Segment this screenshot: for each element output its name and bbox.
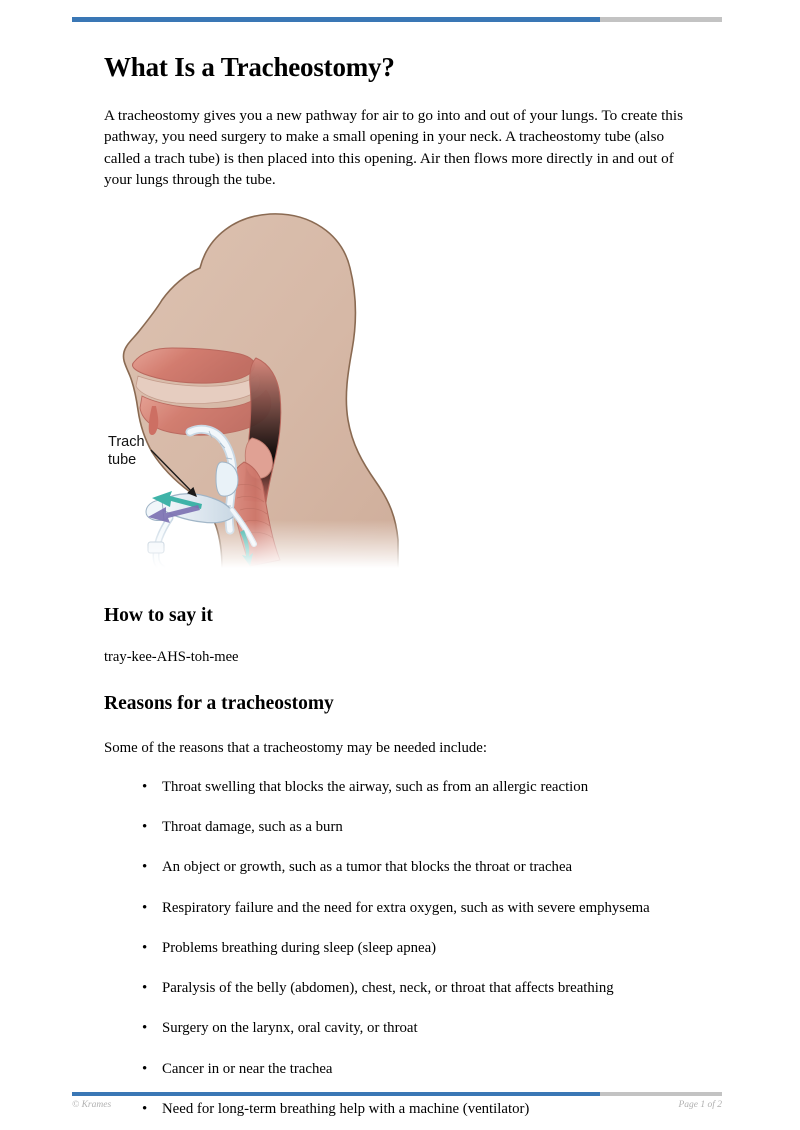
figure-label-line1: Trach	[108, 434, 145, 450]
list-item-text: Need for long-term breathing help with a machine (ventilator)	[162, 1100, 530, 1117]
bullet-icon: •	[142, 859, 148, 876]
list-item	[142, 818, 696, 837]
list-item-text: Respiratory failure and the need for extra oxygen, such as with severe emphysema	[162, 899, 650, 916]
bullet-icon: •	[142, 1100, 148, 1117]
page-title: What Is a Tracheostomy?	[104, 52, 395, 82]
figure-label-line2: tube	[108, 452, 137, 468]
list-item-text: An object or growth, such as a tumor that blocks the throat or trachea	[162, 859, 573, 876]
list-item-text: Throat damage, such as a burn	[162, 819, 343, 836]
bullet-icon: •	[142, 819, 148, 836]
list-item	[142, 858, 696, 877]
document-lower-content	[104, 0, 696, 1119]
list-item-text: Throat swelling that blocks the airway, such as from an allergic reaction	[162, 778, 589, 795]
page-footer	[72, 1100, 722, 1110]
heading-how-to-say-it: How to say it	[104, 605, 213, 626]
footer-rule-gray-segment	[600, 1092, 722, 1096]
list-item	[142, 979, 696, 998]
list-item-text: Problems breathing during sleep (sleep apnea)	[162, 939, 437, 956]
page-indicator: Page 1 of 2	[678, 1100, 722, 1110]
list-item	[142, 899, 696, 918]
bullet-icon: •	[142, 939, 148, 956]
list-item-text: Cancer in or near the trachea	[162, 1060, 333, 1077]
pronunciation-text: tray-kee-AHS-toh-mee	[104, 649, 239, 666]
bullet-icon: •	[142, 1060, 148, 1077]
list-item	[142, 939, 696, 958]
list-item-text: Surgery on the larynx, oral cavity, or throat	[162, 1020, 418, 1037]
bullet-icon: •	[142, 980, 148, 997]
reasons-lead-in: Some of the reasons that a tracheostomy may be needed include:	[104, 739, 487, 756]
reasons-list	[104, 758, 696, 1119]
sections-wrapper	[104, 0, 696, 1119]
copyright-text: © Krames	[72, 1100, 112, 1110]
bullet-icon: •	[142, 899, 148, 916]
intro-paragraph: A tracheostomy gives you a new pathway for air to go into and out of your lungs. To create this pathway, you need surgery to make a small opening in your neck. A tracheostomy tube (also called a trach tube) is then placed into this opening. Air then flows more directly in and out of your lungs through the tube.	[104, 106, 684, 189]
bullet-icon: •	[142, 778, 148, 795]
list-item	[142, 778, 696, 797]
list-item	[142, 1060, 696, 1079]
heading-reasons: Reasons for a tracheostomy	[104, 693, 334, 715]
list-item-text: Paralysis of the belly (abdomen), chest, neck, or throat that affects breathing	[162, 980, 614, 997]
bullet-icon: •	[142, 1020, 148, 1037]
footer-rule-blue-segment	[72, 1092, 600, 1096]
list-item	[142, 1019, 696, 1038]
footer-rule	[72, 1092, 722, 1096]
